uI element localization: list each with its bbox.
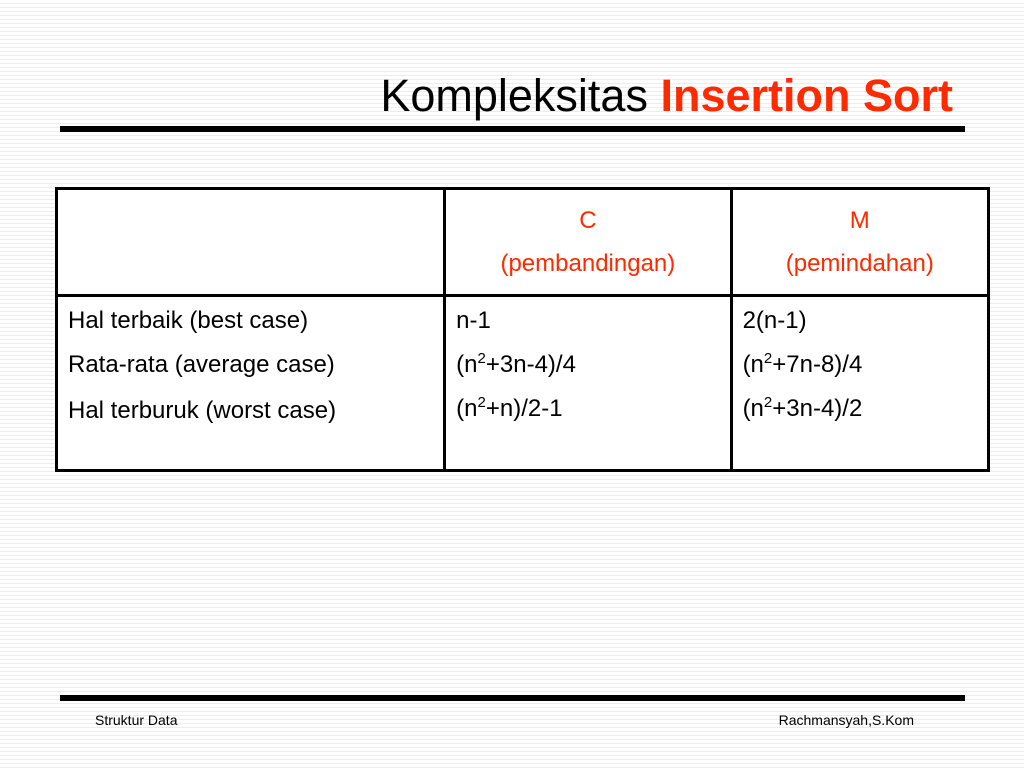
slide-title-plain: Kompleksitas — [380, 70, 648, 121]
footer-course: Struktur Data — [95, 712, 178, 728]
column-header-comparisons-symbol: C — [579, 207, 597, 234]
moves-best-base: 2(n-1) — [742, 307, 807, 334]
complexity-table — [55, 187, 990, 472]
moves-average — [743, 350, 977, 380]
moves-average-base: (n — [742, 351, 764, 378]
title-underline — [60, 126, 965, 132]
moves-cell — [731, 296, 988, 471]
moves-worst-rest: +3n-4)/2 — [772, 395, 863, 422]
comparisons-best-base: n-1 — [456, 307, 491, 334]
slide-title — [0, 70, 953, 122]
footer-author: Rachmansyah,S.Kom — [778, 712, 914, 728]
table-body-row — [57, 296, 989, 471]
slide-title-accent: Insertion Sort — [660, 70, 953, 121]
moves-worst — [743, 394, 977, 424]
column-header-moves — [731, 189, 988, 296]
moves-best — [743, 306, 977, 336]
comparisons-worst — [456, 394, 719, 424]
comparisons-worst-exponent: 2 — [477, 394, 486, 411]
comparisons-average — [456, 350, 719, 380]
comparisons-cell — [445, 296, 731, 471]
case-label-worst: Hal terburuk (worst case) — [68, 397, 337, 424]
column-header-moves-label: (pemindahan) — [785, 250, 934, 277]
column-header-moves-symbol: M — [849, 207, 870, 234]
comparisons-worst-rest: +n)/2-1 — [485, 395, 563, 422]
moves-worst-base: (n — [742, 395, 764, 422]
moves-average-rest: +7n-8)/4 — [772, 351, 863, 378]
comparisons-worst-base: (n — [456, 395, 478, 422]
comparisons-best — [456, 306, 719, 336]
column-header-comparisons-label: (pembandingan) — [500, 250, 676, 277]
moves-worst-exponent: 2 — [763, 394, 773, 411]
footer-rule — [60, 695, 965, 701]
table-header-row — [57, 189, 989, 296]
comparisons-average-exponent: 2 — [477, 350, 486, 367]
comparisons-average-base: (n — [456, 351, 478, 378]
comparisons-average-rest: +3n-4)/4 — [485, 351, 576, 378]
case-label-average: Rata-rata (average case) — [68, 351, 335, 378]
case-labels-cell — [57, 296, 445, 471]
table-corner-cell — [57, 189, 445, 296]
column-header-comparisons — [445, 189, 731, 296]
moves-average-exponent: 2 — [763, 350, 773, 367]
case-label-best: Hal terbaik (best case) — [68, 307, 309, 334]
